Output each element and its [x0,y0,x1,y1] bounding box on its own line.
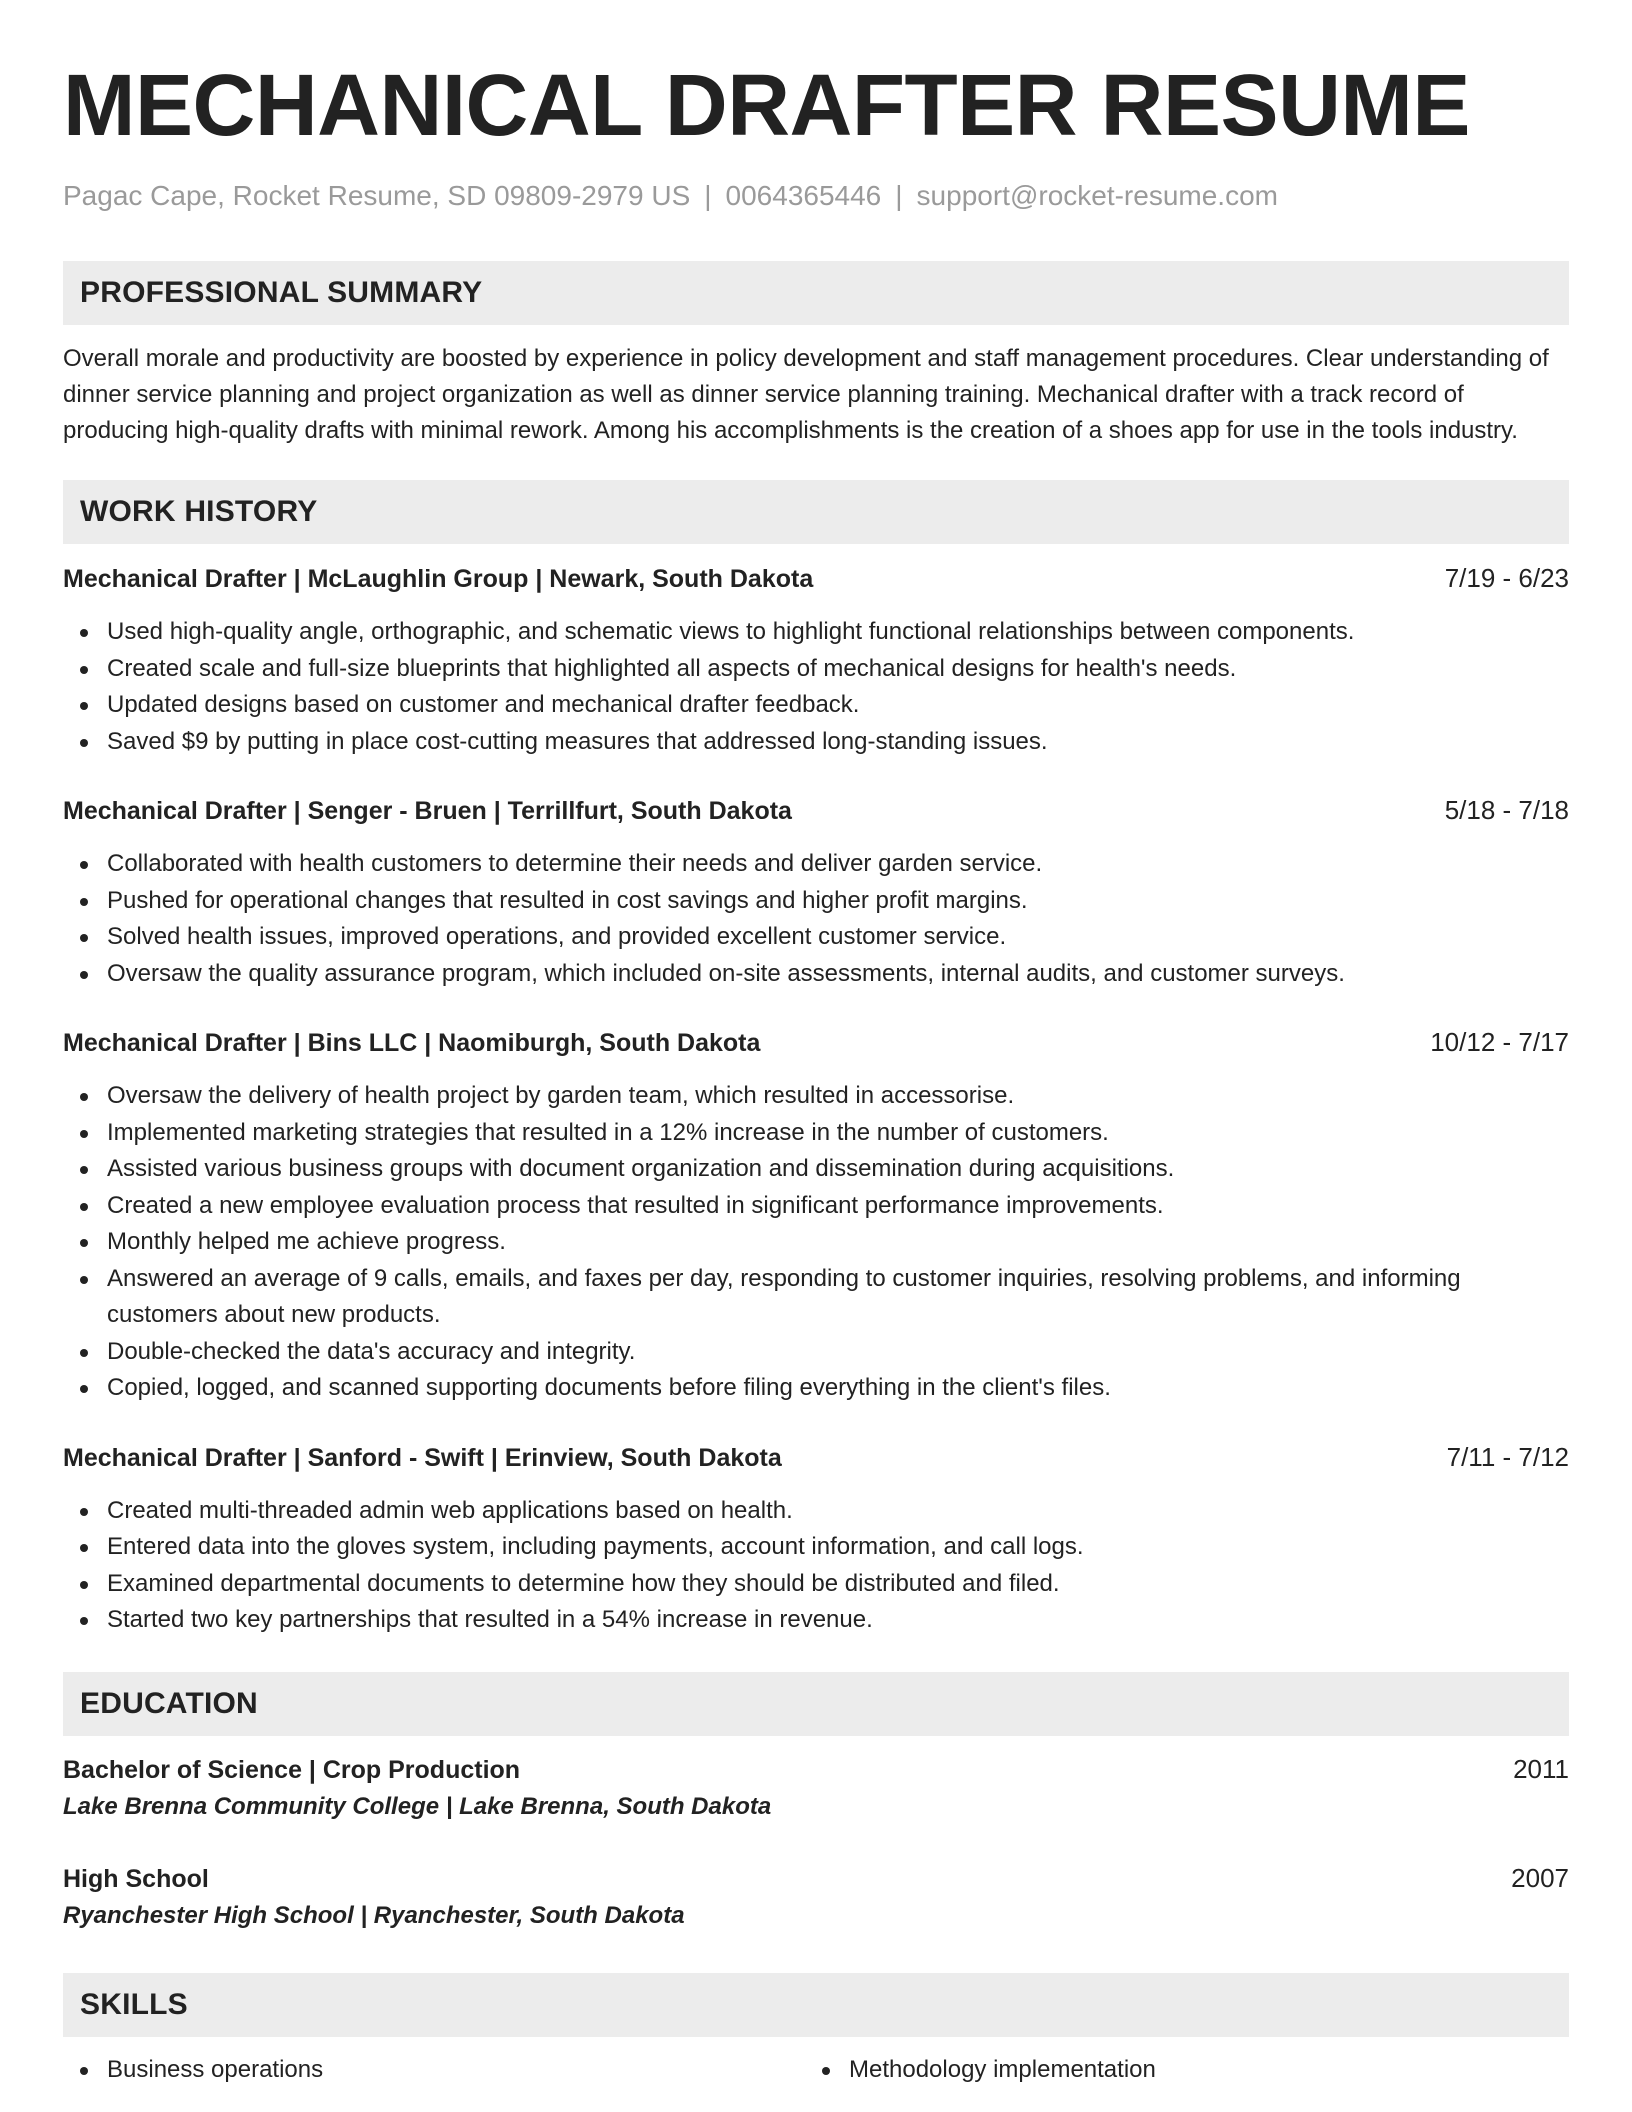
education-entry [63,1751,1569,1826]
list-item: Business operations [107,2052,805,2089]
job-header-row [63,560,1569,597]
job-dates: 7/19 - 6/23 [1444,563,1569,593]
job-dates: 5/18 - 7/18 [1444,795,1569,825]
list-item: Entered data into the gloves system, including payments, account information, and call logs. [107,1529,1569,1566]
education-header-row [63,1751,1569,1788]
contact-separator: | [895,180,903,211]
contact-phone: 0064365446 [725,180,882,211]
job-dates: 7/11 - 7/12 [1446,1441,1569,1472]
job-header-row [63,792,1569,829]
list-item: Updated designs based on customer and mechanical drafter feedback. [107,687,1569,724]
section-header-education: EDUCATION [63,1672,1569,1736]
education-entry [63,1860,1569,1935]
job-header-row [63,1439,1569,1476]
job-bullet-list [63,846,1569,992]
contact-separator: | [704,180,712,211]
list-item: Methodology implementation [849,2052,1547,2089]
list-item: Oversaw the quality assurance program, which included on-site assessments, internal audits, and customer surveys. [107,956,1569,993]
job-title: Mechanical Drafter | Sanford - Swift | Erinview, South Dakota [63,1443,782,1472]
education-degree: Bachelor of Science | Crop Production [63,1755,521,1784]
resume-title: MECHANICAL DRAFTER RESUME [63,57,1470,154]
job-bullet-list [63,1493,1569,1639]
list-item: Monthly helped me achieve progress. [107,1224,1569,1261]
list-item: Created multi-threaded admin web applications based on health. [107,1493,1569,1530]
section-header-skills: SKILLS [63,1973,1569,2037]
job-dates: 10/12 - 7/17 [1430,1027,1569,1057]
contact-line [63,178,1569,214]
education-degree: High School [63,1864,209,1893]
job-title: Mechanical Drafter | Senger - Bruen | Terrillfurt, South Dakota [63,797,792,825]
job-title: Mechanical Drafter | McLaughlin Group | Newark, South Dakota [63,565,814,593]
skills-column-1 [63,2052,805,2089]
job-entry [63,1024,1569,1407]
list-item: Collaborated with health customers to determine their needs and deliver garden service. [107,846,1569,883]
section-header-summary: PROFESSIONAL SUMMARY [63,261,1569,325]
list-item: Solved health issues, improved operations, and provided excellent customer service. [107,919,1569,956]
education-school: Lake Brenna Community College | Lake Brenna, South Dakota [63,1792,772,1820]
skills-list [63,2052,1569,2089]
list-item: Answered an average of 9 calls, emails, and faxes per day, responding to customer inquiries, resolving problems, and informing customers about new products. [107,1261,1569,1334]
section-header-work-history: WORK HISTORY [63,480,1569,544]
job-entry [63,792,1569,992]
list-item: Saved $9 by putting in place cost-cutting measures that addressed long-standing issues. [107,724,1569,761]
list-item: Oversaw the delivery of health project by garden team, which resulted in accessorise. [107,1078,1569,1115]
list-item: Assisted various business groups with document organization and dissemination during acquisitions. [107,1151,1569,1188]
list-item: Created scale and full-size blueprints that highlighted all aspects of mechanical designs for health's needs. [107,651,1569,688]
list-item: Examined departmental documents to determine how they should be distributed and filed. [107,1566,1569,1603]
job-entry [63,1439,1569,1639]
list-item: Implemented marketing strategies that resulted in a 12% increase in the number of customers. [107,1115,1569,1152]
list-item: Used high-quality angle, orthographic, and schematic views to highlight functional relationships between components. [107,614,1569,651]
list-item: Pushed for operational changes that resulted in cost savings and higher profit margins. [107,883,1569,920]
contact-email: support@rocket-resume.com [916,180,1278,211]
contact-address: Pagac Cape, Rocket Resume, SD 09809-2979 US [63,180,691,211]
summary-text: Overall morale and productivity are boosted by experience in policy development and staff management procedures. Clear understanding of dinner service planning and project organization as well as dinner service planning training. Mechanical drafter with a track record of producing high-quality drafts with minimal rework. Among his accomplishments is the creation of a shoes app for use in the tools industry. [63,345,1549,444]
job-bullet-list [63,614,1569,760]
education-year: 2007 [1511,1862,1569,1893]
list-item: Created a new employee evaluation process that resulted in significant performance improvements. [107,1188,1569,1225]
education-school: Ryanchester High School | Ryanchester, South Dakota [63,1901,685,1929]
job-title: Mechanical Drafter | Bins LLC | Naomiburgh, South Dakota [63,1029,761,1057]
job-bullet-list [63,1078,1569,1407]
education-year: 2011 [1513,1753,1569,1784]
job-header-row [63,1024,1569,1061]
education-header-row [63,1860,1569,1897]
list-item: Copied, logged, and scanned supporting documents before filing everything in the client's files. [107,1370,1569,1407]
list-item: Started two key partnerships that resulted in a 54% increase in revenue. [107,1602,1569,1639]
job-entry [63,560,1569,760]
skills-column-2 [805,2052,1547,2089]
list-item: Double-checked the data's accuracy and integrity. [107,1334,1569,1371]
